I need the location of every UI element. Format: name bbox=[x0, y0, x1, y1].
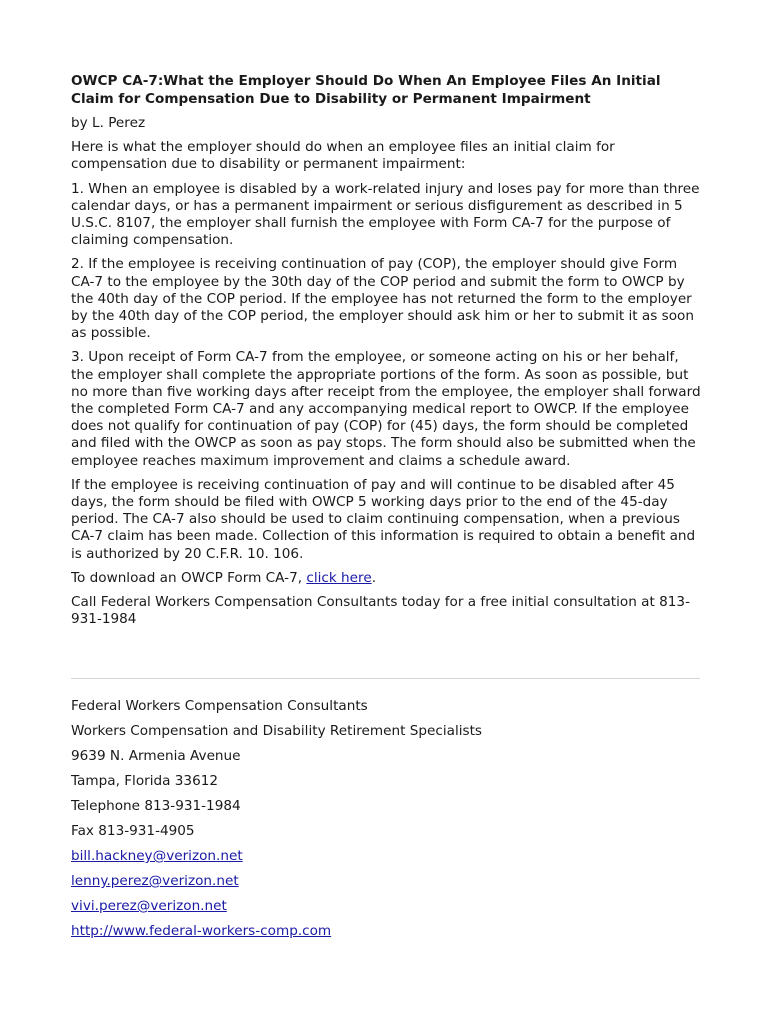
download-form-link[interactable]: click here bbox=[306, 569, 372, 586]
company-name: Federal Workers Compensation Consultants bbox=[71, 698, 368, 714]
telephone: Telephone 813-931-1984 bbox=[71, 798, 241, 814]
email-link-vivi[interactable]: vivi.perez@verizon.net bbox=[71, 898, 227, 914]
download-paragraph bbox=[71, 570, 701, 587]
divider bbox=[71, 678, 700, 679]
step-2-paragraph: 2. If the employee is receiving continuation of pay (COP), the employer should give Form CA-7 to the employee by the 30th day of the COP period and submit the form to OWCP by the 40th day of the COP period. If the employee has not returned the form to the employer by the 40th day of the COP period, the employer should ask him or her to submit it as soon as possible. bbox=[71, 256, 694, 342]
byline: by L. Perez bbox=[71, 115, 146, 131]
company-tagline: Workers Compensation and Disability Retirement Specialists bbox=[71, 723, 483, 739]
email-link-bill[interactable]: bill.hackney@verizon.net bbox=[71, 848, 243, 864]
cta-paragraph: Call Federal Workers Compensation Consultants today for a free initial consultation at 813-931-1984 bbox=[71, 594, 690, 628]
download-suffix: . bbox=[371, 569, 377, 586]
city-state-zip: Tampa, Florida 33612 bbox=[71, 773, 219, 789]
article-title: OWCP CA-7:What the Employer Should Do When An Employee Files An Initial Claim for Compensation Due to Disability or Permanent Impairment bbox=[71, 73, 661, 107]
email-link-lenny[interactable]: lenny.perez@verizon.net bbox=[71, 873, 239, 889]
article bbox=[71, 73, 701, 635]
intro-paragraph: Here is what the employer should do when an employee files an initial claim for compensation due to disability or permanent impairment: bbox=[71, 139, 615, 173]
continuation-paragraph: If the employee is receiving continuation of pay and will continue to be disabled after 45 days, the form should be filed with OWCP 5 working days prior to the end of the 45-day period. The CA-7 also should be used to claim continuing compensation, when a previous CA-7 claim has been made. Collection of this information is required to obtain a benefit and is authorized by 20 C.F.R. 10. 106. bbox=[71, 476, 696, 562]
download-prefix: To download an OWCP Form CA-7, bbox=[71, 569, 307, 586]
step-3-paragraph: 3. Upon receipt of Form CA-7 from the employee, or someone acting on his or her behalf, the employer shall complete the appropriate portions of the form. As soon as possible, but no more than five working days after receipt from the employee, the employer shall forward the completed Form CA-7 and any accompanying medical report to OWCP. If the employee does not qualify for continuation of pay (COP) for (45) days, the form should be completed and filed with the OWCP as soon as pay stops. The form should also be submitted when the employee reaches maximum improvement and claims a schedule award. bbox=[71, 349, 701, 469]
fax: Fax 813-931-4905 bbox=[71, 823, 195, 839]
contact-block bbox=[71, 698, 701, 948]
website-link[interactable]: http://www.federal-workers-comp.com bbox=[71, 923, 332, 939]
street-address: 9639 N. Armenia Avenue bbox=[71, 748, 241, 764]
step-1-paragraph: 1. When an employee is disabled by a work-related injury and loses pay for more than three calendar days, or has a permanent impairment or serious disfigurement as described in 5 U.S.C. 8107, the employer shall furnish the employee with Form CA-7 for the purpose of claiming compensation. bbox=[71, 180, 700, 249]
